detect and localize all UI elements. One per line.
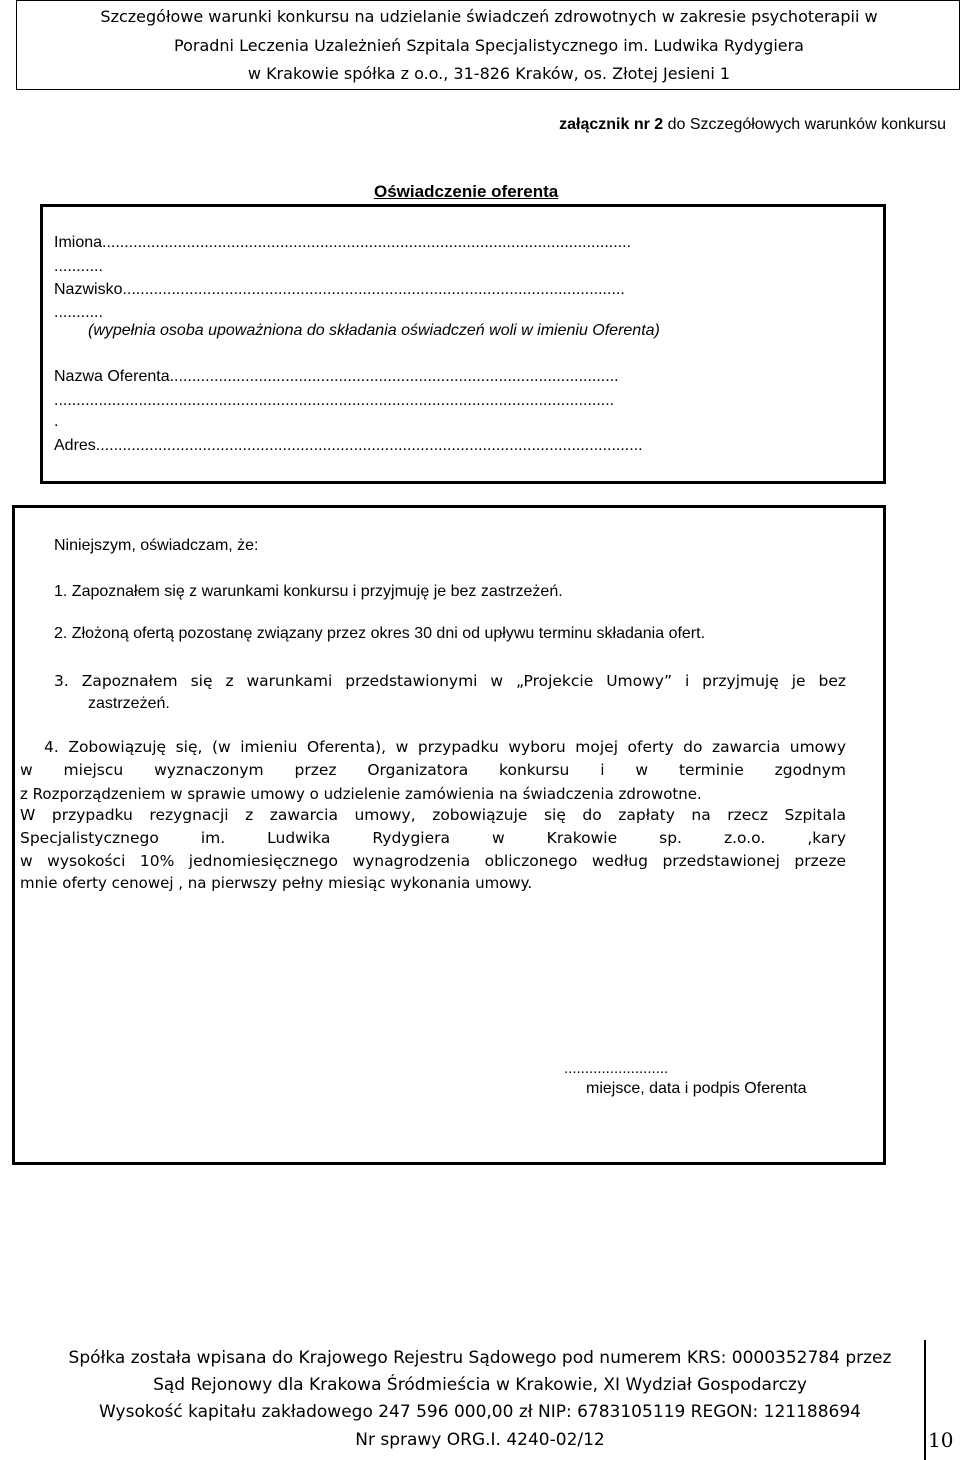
nazwa-oferenta-continued: .............................................................................................................................. xyxy=(54,392,615,409)
declaration-item-4-line-7: mnie oferty cenowej , na pierwszy pełny miesiąc wykonania umowy. xyxy=(20,874,533,892)
declaration-item-2: 2. Złożoną ofertą pozostanę związany przez okres 30 dni od upływu terminu składania ofert. xyxy=(54,625,706,642)
footer-line-2: Sąd Rejonowy dla Krakowa Śródmieścia w Krakowie, XI Wydział Gospodarczy xyxy=(153,1375,807,1395)
declaration-item-4-line-5: Specjalistycznego im. Ludwika Rydygiera w Krakowie sp. z.o.o. ,kary xyxy=(20,829,846,847)
footer-line-4: Nr sprawy ORG.I. 4240-02/12 xyxy=(355,1430,605,1450)
imiona-field-continued: ........... xyxy=(54,258,103,275)
nazwa-oferenta-field: Nazwa Oferenta..................................................................................................... xyxy=(54,368,619,385)
signature-dotted-line: ......................... xyxy=(564,1060,669,1077)
footer-line-3: Wysokość kapitału zakładowego 247 596 000,00 zł NIP: 6783105119 REGON: 121188694 xyxy=(99,1402,861,1422)
declaration-item-4-line-2: w miejscu wyznaczonym przez Organizatora konkursu i w terminie zgodnym xyxy=(20,761,846,779)
declaration-item-4-line-1: 4. Zobowiązuję się, (w imieniu Oferenta), w przypadku wyboru mojej oferty do zawarcia umowy xyxy=(44,738,846,756)
declaration-intro: Niniejszym, oświadczam, że: xyxy=(54,537,259,554)
adres-field: Adres........................................................................................................................... xyxy=(54,437,643,454)
declaration-item-3-line-1: 3. Zapoznałem się z warunkami przedstawionymi w „Projekcie Umowy” i przyjmuję je bez xyxy=(54,672,846,690)
attachment-number: załącznik nr 2 xyxy=(559,116,664,133)
page-title: Oświadczenie oferenta xyxy=(374,182,559,201)
declaration-item-4-line-4: W przypadku rezygnacji z zawarcia umowy, zobowiązuje się do zapłaty na rzecz Szpitala xyxy=(20,806,846,824)
authorized-person-note: (wypełnia osoba upoważniona do składania oświadczeń woli w imieniu Oferenta) xyxy=(88,322,660,339)
header-line-2: Poradni Leczenia Uzależnień Szpitala Specjalistycznego im. Ludwika Rydygiera xyxy=(174,36,804,55)
nazwisko-field: Nazwisko................................................................................................................. xyxy=(54,281,625,298)
footer-line-1: Spółka została wpisana do Krajowego Rejestru Sądowego pod numerem KRS: 0000352784 przez xyxy=(68,1348,892,1368)
nazwisko-field-continued: ........... xyxy=(54,304,103,321)
attachment-label xyxy=(559,116,946,134)
signature-label: miejsce, data i podpis Oferenta xyxy=(586,1080,807,1097)
footer-divider xyxy=(924,1340,926,1460)
header-line-3: w Krakowie spółka z o.o., 31-826 Kraków, os. Złotej Jesieni 1 xyxy=(247,64,731,83)
declaration-item-3-line-2: zastrzeżeń. xyxy=(88,695,170,712)
document-header xyxy=(16,0,960,90)
declaration-item-1: 1. Zapoznałem się z warunkami konkursu i przyjmuję je bez zastrzeżeń. xyxy=(54,583,563,600)
imiona-field: Imiona....................................................................................................................... xyxy=(54,234,632,251)
page-number: 10 xyxy=(928,1428,954,1452)
header-line-1: Szczegółowe warunki konkursu na udzielanie świadczeń zdrowotnych w zakresie psychoterapii w xyxy=(100,7,878,26)
attachment-text: do Szczegółowych warunków konkursu xyxy=(663,116,946,133)
declaration-item-4-line-3: z Rozporządzeniem w sprawie umowy o udzielenie zamówienia na świadczenia zdrowotne. xyxy=(20,785,702,803)
nazwa-oferenta-end-dot: . xyxy=(54,413,59,430)
declaration-item-4-line-6: w wysokości 10% jednomiesięcznego wynagrodzenia obliczonego według przedstawionej przeze xyxy=(20,852,846,870)
